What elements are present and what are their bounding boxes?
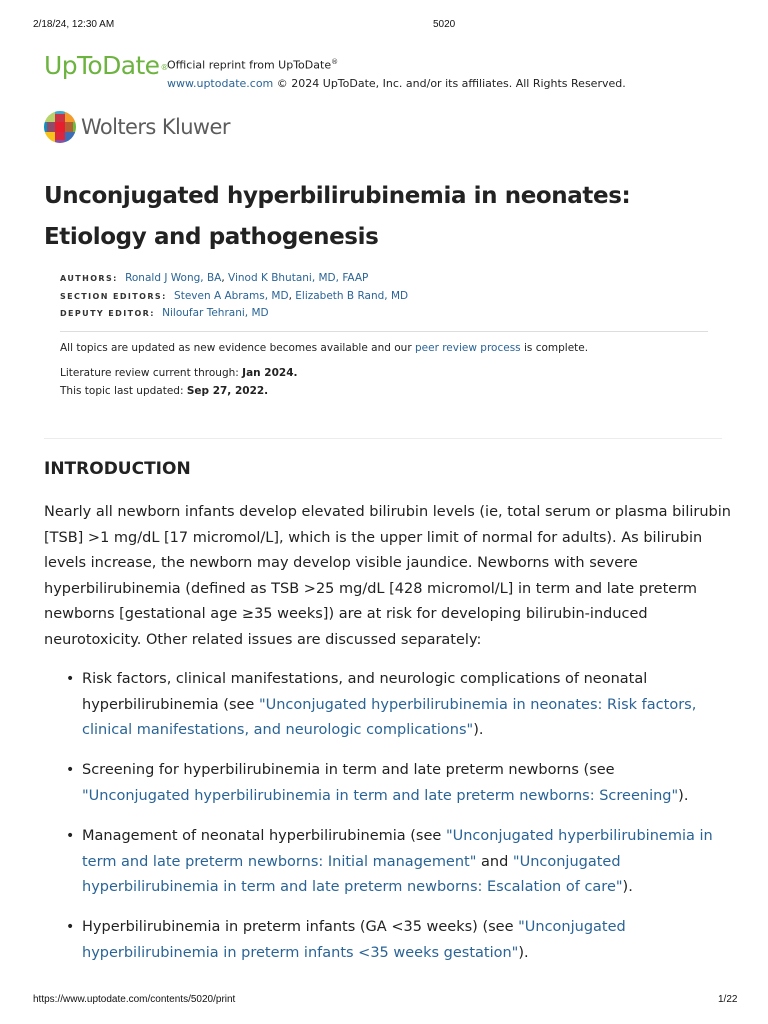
list-item-text xyxy=(82,758,714,809)
bullet-glyph: • xyxy=(66,762,75,778)
bullet-text: Screening for hyperbilirubinemia in term and late preterm newborns (see xyxy=(82,762,615,778)
reprint-mark: ® xyxy=(331,58,339,66)
print-doc-id: 5020 xyxy=(433,19,456,30)
bullet-text: Hyperbilirubinemia in preterm infants (GA <35 weeks) (see xyxy=(82,919,519,935)
reprint-label: Official reprint from UpToDate xyxy=(167,58,332,72)
uptodate-logo[interactable] xyxy=(44,50,168,82)
deputy-editor-label: DEPUTY EDITOR: xyxy=(60,309,155,318)
bullet-text: and xyxy=(476,853,513,870)
copyright-text: © 2024 UpToDate, Inc. and/or its affiliates. All Rights Reserved. xyxy=(273,76,626,90)
print-url: https://www.uptodate.com/contents/5020/print xyxy=(33,994,236,1005)
section-editors-line xyxy=(60,288,408,305)
authors-label: AUTHORS: xyxy=(60,274,118,283)
meta-divider xyxy=(60,331,708,332)
uptodate-site-link[interactable]: www.uptodate.com xyxy=(167,76,274,90)
print-datetime: 2/18/24, 12:30 AM xyxy=(33,19,115,30)
article-title: Unconjugated hyperbilirubinemia in neonates: Etiology and pathogenesis xyxy=(44,183,631,250)
list-item-text xyxy=(82,824,714,901)
topics-suffix: is complete. xyxy=(520,342,589,354)
last-updated-note xyxy=(60,382,268,400)
bullet-text: ). xyxy=(518,944,529,961)
section-divider xyxy=(44,438,722,439)
list-item-text xyxy=(82,915,714,966)
topic-link[interactable]: "Unconjugated hyperbilirubinemia in term and late preterm newborns: Escalation of care" xyxy=(82,853,623,895)
editor-separator: , xyxy=(288,290,296,302)
section-editor-link[interactable]: Steven A Abrams, MD xyxy=(174,290,289,302)
introduction-heading: INTRODUCTION xyxy=(44,459,191,479)
author-separator: , xyxy=(221,272,229,284)
author-link[interactable]: Ronald J Wong, BA xyxy=(125,272,222,284)
topic-link[interactable]: "Unconjugated hyperbilirubinemia in neonates: Risk factors, clinical manifestations, and neurologic complications" xyxy=(82,696,697,738)
bullet-text: ). xyxy=(473,722,484,738)
uptodate-logo-text: UpToDate xyxy=(44,51,160,80)
bullet-text: Management of neonatal hyperbilirubinemia (see xyxy=(82,828,446,844)
page-number: 1/22 xyxy=(718,994,738,1005)
uptodate-logo-mark: ® xyxy=(160,63,168,72)
bullet-text: Risk factors, clinical manifestations, and neurologic complications of neonatal hyperbilirubinemia (see xyxy=(82,671,648,713)
literature-review-note xyxy=(60,364,298,382)
lit-review-label: Literature review current through: xyxy=(60,367,243,379)
deputy-editor-link[interactable]: Niloufar Tehrani, MD xyxy=(162,307,269,319)
section-editor-link[interactable]: Elizabeth B Rand, MD xyxy=(295,290,409,302)
lit-review-date: Jan 2024. xyxy=(242,367,298,379)
author-link[interactable]: Vinod K Bhutani, MD, FAAP xyxy=(228,272,369,284)
bullet-glyph: • xyxy=(66,919,75,935)
wolters-kluwer-logo[interactable] xyxy=(44,110,230,144)
bullet-glyph: • xyxy=(66,828,75,844)
topic-link[interactable]: "Unconjugated hyperbilirubinemia in term and late preterm newborns: Initial management" xyxy=(82,828,713,870)
last-updated-date: Sep 27, 2022. xyxy=(186,385,269,397)
topic-link[interactable]: "Unconjugated hyperbilirubinemia in term and late preterm newborns: Screening" xyxy=(82,787,679,804)
reprint-notice xyxy=(167,53,626,93)
topics-prefix: All topics are updated as new evidence becomes available and our xyxy=(60,342,415,354)
bullet-glyph: • xyxy=(66,671,75,687)
wk-cross-mosaic-icon xyxy=(44,111,76,143)
bullet-text: ). xyxy=(678,787,689,804)
bullet-text: ). xyxy=(622,879,633,895)
wolters-kluwer-name: Wolters Kluwer xyxy=(81,115,230,139)
deputy-editor-line xyxy=(60,305,269,322)
authors-line xyxy=(60,270,368,287)
peer-review-link[interactable]: peer review process xyxy=(414,342,521,354)
list-item-text xyxy=(82,667,714,744)
introduction-paragraph: Nearly all newborn infants develop elevated bilirubin levels (ie, total serum or plasma bilirubin [TSB] >1 mg/dL [17 micromol/L], which is the upper limit of normal for adults). As bilirubin levels increase, the newborn may develop visible jaundice. Newborns with severe hyperbilirubinemia (defined as TSB >25 mg/dL [428 micromol/L] in term and late preterm newborns [gestational age ≥35 weeks]) are at risk for developing bilirubin-induced neurotoxicity. Other related issues are discussed separately: xyxy=(44,504,731,648)
peer-review-note xyxy=(60,339,588,357)
section-editors-label: SECTION EDITORS: xyxy=(60,292,167,301)
topic-link[interactable]: "Unconjugated hyperbilirubinemia in preterm infants <35 weeks gestation" xyxy=(82,919,626,961)
last-updated-label: This topic last updated: xyxy=(60,385,187,397)
